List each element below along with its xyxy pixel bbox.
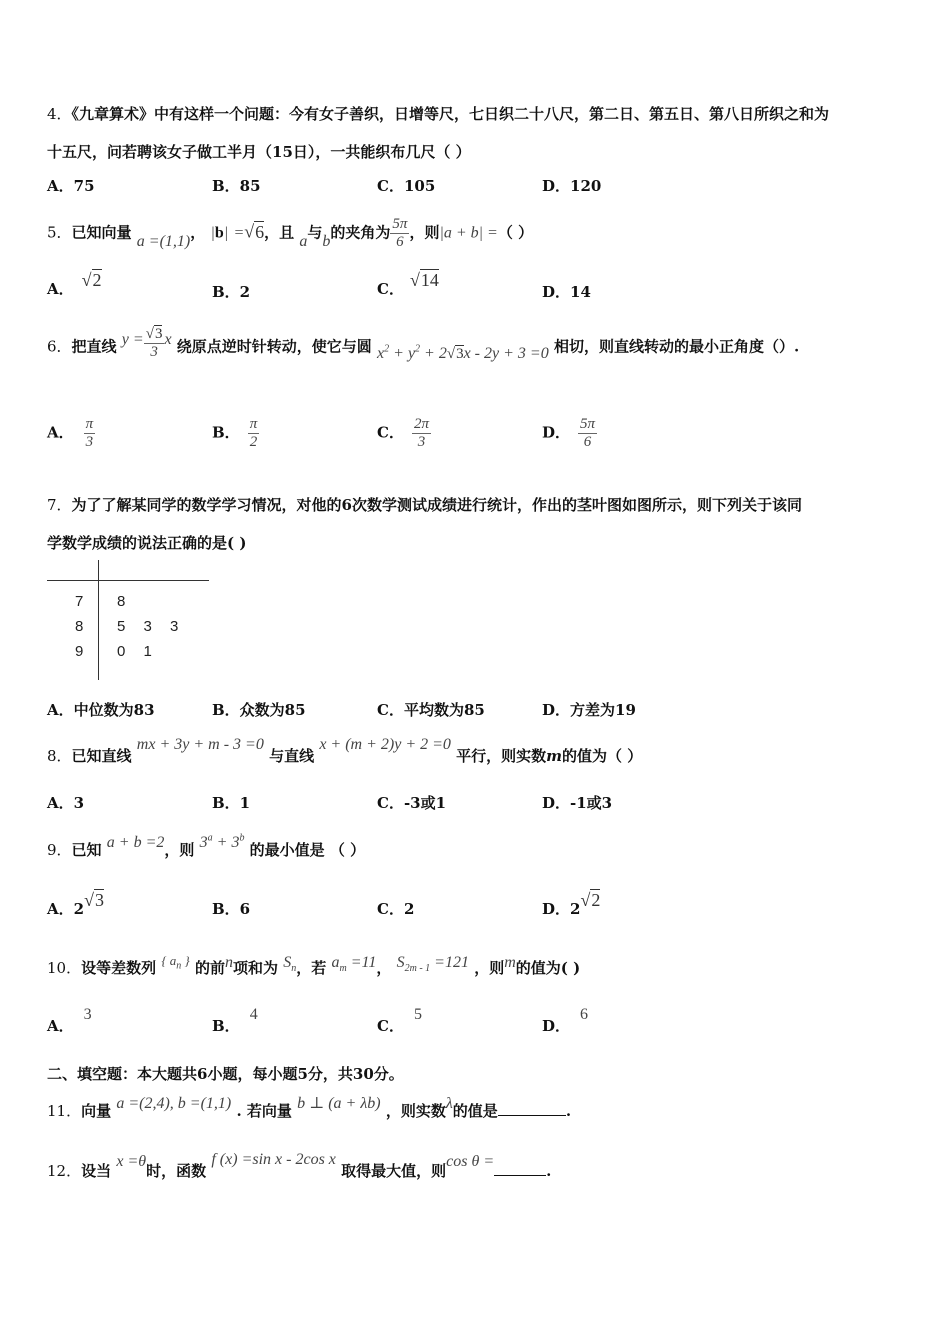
q5-sqrt6-value: 6 (255, 221, 265, 242)
q11-vectors: a =(2,4), b =(1,1) (116, 1095, 232, 1112)
q10-option-a-label: A． (47, 1017, 74, 1035)
q8-m: m (546, 747, 563, 765)
q9-option-a-label: A．2 (47, 900, 85, 918)
q9-option-a (47, 890, 104, 919)
q5-option-c-sqrt: √14 (409, 270, 439, 290)
q5-option-d: D．14 (542, 283, 591, 301)
q9-condition: a + b =2 (106, 834, 165, 851)
q6-option-b-label: B． (212, 423, 240, 442)
q7-option-b: B．众数为85 (212, 701, 306, 719)
q11-line (47, 1095, 572, 1121)
q8-line1-equation: mx + 3y + m - 3 =0 (136, 736, 264, 753)
q5-text-then: ，则 (409, 223, 440, 242)
q12-text-when: 时，函数 (146, 1162, 207, 1180)
stem-value: 8 (75, 618, 84, 635)
q10-option-b-value: 4 (249, 1006, 258, 1023)
q8-option-a: A．3 (47, 794, 85, 812)
q6-option-c-fraction (412, 416, 431, 451)
q10-option-d (542, 1006, 589, 1036)
q5-b: b (322, 232, 331, 250)
q10-s2: S (396, 954, 405, 971)
q4-option-a: A．75 (47, 177, 95, 195)
section-2-heading: 二、填空题：本大题共6小题，每小题5分，共30分。 (47, 1065, 404, 1083)
q6-text: 把直线 (71, 337, 117, 356)
q5-option-a-value: 2 (92, 270, 102, 290)
q5-paren: （ ） (497, 223, 534, 242)
q12-condition: x =θ (116, 1153, 147, 1170)
q10-option-b (212, 1006, 258, 1036)
q6-option-c-num: 2π (413, 416, 429, 432)
q6-option-b-fraction (248, 416, 260, 451)
q5-a: a (299, 232, 308, 250)
q6-slope-sqrt: √3 (145, 326, 163, 342)
q9-text: 已知 (71, 841, 102, 859)
q9-option-d (542, 890, 601, 919)
q7-line1 (47, 494, 802, 515)
q5-option-a (47, 270, 102, 299)
q5-comma: ， (190, 223, 206, 242)
q6-text-tangent: 相切，则直线转动的最小正角度（）. (553, 337, 800, 356)
q10-option-c (377, 1006, 422, 1036)
q10-am (331, 954, 377, 975)
q11-answer-blank[interactable] (498, 1115, 566, 1116)
q5-option-c-value: 14 (420, 270, 439, 290)
q6-option-a (47, 416, 95, 451)
q11-text: 向量 (81, 1102, 112, 1120)
stem-leaf-row (47, 643, 212, 665)
q5-text: 已知向量 (71, 223, 132, 242)
q9-base-b: + 3 (212, 834, 240, 851)
q9-exp-a: a (207, 832, 213, 844)
stem-value: 7 (75, 593, 84, 610)
q10-number: 10． (47, 959, 82, 977)
q10-text-first: 的前 (194, 959, 225, 977)
q8-text: 已知直线 (71, 747, 132, 765)
q6-slope-num (144, 326, 165, 344)
q10-option-d-label: D． (542, 1017, 571, 1035)
q10-n: n (225, 954, 233, 971)
q6-x: x (164, 330, 172, 348)
q8-option-b: B．1 (212, 794, 251, 812)
q11-number: 11． (47, 1102, 82, 1120)
q6-option-a-num: π (85, 416, 94, 432)
q10-sn (283, 954, 297, 975)
q8-text-parallel: 平行，则实数 (456, 747, 547, 765)
q4-option-d: D．120 (542, 177, 602, 195)
q6-circle-coef: + 2 (424, 344, 447, 362)
q9-base-a: 3 (199, 834, 208, 851)
q12-text: 设当 (81, 1162, 112, 1180)
q6-option-c-label: C． (377, 423, 404, 442)
q10-text: 设等差数列 (81, 959, 157, 977)
q9-option-a-value: 3 (94, 890, 104, 910)
q6-option-b (212, 416, 259, 451)
q9-exp-b: b (239, 832, 245, 844)
q5-text-angle: 的夹角为 (330, 223, 391, 242)
q5-text-and: ，且 (264, 223, 295, 242)
q11-lambda: λ (445, 1095, 453, 1112)
q6-slope-den: 3 (150, 344, 158, 360)
q6-circle-x: x (377, 344, 385, 362)
q10-s-sub: n (291, 963, 297, 975)
q7-option-a: A．中位数为83 (47, 701, 155, 719)
q11-condition: b ⊥ (a + λb) (297, 1095, 381, 1112)
q6-option-d-den: 6 (583, 434, 592, 450)
q4-number: 4． (47, 105, 72, 123)
q10-option-c-label: C． (377, 1017, 404, 1035)
q5-abs-left: | (210, 224, 215, 242)
q10-option-a-value: 3 (83, 1006, 92, 1023)
stem-leaf-plot (47, 560, 212, 682)
q6-option-c-den: 3 (417, 434, 426, 450)
q4-option-b: B．85 (212, 177, 261, 195)
q6-option-a-den: 3 (85, 434, 94, 450)
q10-am-value: =11 (350, 954, 377, 971)
q4-line2 (47, 141, 471, 162)
q4-line1 (47, 103, 829, 124)
q5-vector-b: b (214, 224, 224, 242)
q8-text-with: 与直线 (269, 747, 315, 765)
q9-option-d-value: 2 (591, 890, 601, 910)
q8-text-value: 的值为（ ） (562, 747, 643, 765)
leaf-values: 8 (117, 593, 126, 610)
q6-slope-num-value: 3 (154, 326, 163, 342)
stem-leaf-row (47, 618, 212, 640)
q6-slope-fraction (144, 326, 165, 361)
q4-text-b: 十五尺，问若聘该女子做工半月（15日），一共能织布几尺（ ） (47, 143, 471, 161)
q8-number: 8． (47, 747, 72, 765)
q8-option-c: C．-3或1 (377, 794, 447, 812)
q5-abs-right: | (223, 224, 229, 242)
q11-text-real: ，则实数 (385, 1102, 446, 1120)
q6-circle-rest: x - 2y + 3 =0 (463, 344, 549, 362)
q9-expression (200, 834, 245, 851)
q12-cos-theta: cos θ = (446, 1153, 495, 1170)
q9-option-c: C．2 (377, 900, 415, 918)
q12-line (47, 1151, 552, 1181)
q10-seq-a: a (169, 953, 177, 968)
q10-s2-value: =121 (434, 954, 469, 971)
q5-vector-a: a =(1,1) (136, 232, 191, 250)
q9-option-a-sqrt: √3 (84, 890, 104, 910)
q6-option-a-label: A． (47, 423, 74, 442)
q5-equals: = (233, 224, 245, 242)
leaf-values: 5 3 3 (117, 618, 179, 635)
q6-option-a-fraction (84, 416, 96, 451)
stem-leaf-horizontal-rule (47, 580, 209, 581)
q6-line (47, 326, 800, 365)
q10-text-if: ，若 (296, 959, 327, 977)
q10-text-sum: 项和为 (233, 959, 279, 977)
q6-option-d (542, 416, 597, 451)
q10-seq-sub: n (176, 960, 182, 972)
q9-text-then: ，则 (164, 841, 195, 859)
q6-number: 6． (47, 337, 72, 356)
q10-option-d-value: 6 (580, 1006, 589, 1023)
q12-number: 12． (47, 1162, 82, 1180)
q9-text-min: 的最小值是 （ ） (249, 841, 366, 859)
q10-option-c-value: 5 (413, 1006, 422, 1023)
q10-option-b-label: B． (212, 1017, 240, 1035)
q8-line (47, 736, 643, 766)
q7-number: 7． (47, 496, 72, 514)
q5-number: 5． (47, 223, 72, 242)
q5-abs-sum: |a + b| = (439, 224, 498, 242)
stem-leaf-row (47, 593, 212, 615)
q7-line2 (47, 532, 246, 553)
q10-option-a (47, 1006, 92, 1036)
q6-option-c (377, 416, 431, 451)
q7-text-a: 为了了解某同学的数学学习情况，对他的6次数学测试成绩进行统计，作出的茎叶图如图所示，则下列关于该同 (71, 496, 802, 514)
q6-circle-y: + y (393, 344, 416, 362)
q10-text-value: 的值为( ) (515, 959, 581, 977)
q5-option-c (377, 270, 439, 299)
q10-m: m (504, 954, 516, 971)
q12-period: . (546, 1162, 552, 1180)
q11-text-if: . 若向量 (236, 1102, 292, 1120)
q5-angle-num: 5π (392, 216, 408, 232)
q6-option-d-num: 5π (580, 416, 596, 432)
q7-text-b: 学数学成绩的说法正确的是( ) (47, 534, 247, 552)
q8-line2-equation: x + (m + 2)y + 2 =0 (319, 736, 451, 753)
q6-circle-sqrt-value: 3 (456, 345, 464, 362)
q10-text-then: ，则 (474, 959, 505, 977)
q10-am-sub: m (339, 963, 347, 975)
q5-sqrt6: √6 (244, 221, 265, 242)
q7-option-c: C．平均数为85 (377, 701, 485, 719)
q6-option-d-fraction (578, 416, 597, 451)
q9-number: 9． (47, 841, 72, 859)
q6-text-rotate: 绕原点逆时针转动，使它与圆 (176, 337, 372, 356)
q5-text-with: 与 (307, 223, 323, 242)
q11-text-value: 的值是 (452, 1102, 498, 1120)
q6-y-equals: y = (121, 330, 144, 348)
q6-circle-equation: $x^2 + y^2 + 2√3x - 2y + 3 =0$ (377, 343, 549, 362)
q5-angle-den: 6 (396, 234, 404, 250)
q8-option-d: D．-1或3 (542, 794, 613, 812)
q9-option-b: B．6 (212, 900, 251, 918)
q10-comma: ， (376, 959, 392, 977)
leaf-values: 0 1 (117, 643, 152, 660)
q5-option-a-label: A． (47, 280, 74, 298)
q9-option-d-sqrt: √2 (580, 890, 601, 910)
q12-text-max: 取得最大值，则 (341, 1162, 447, 1180)
q10-s: S (283, 954, 292, 971)
q6-option-b-num: π (249, 416, 258, 432)
q6-circle-sqrt: √3 (446, 345, 464, 362)
q4-text-a: 《九章算术》中有这样一个问题：今有女子善织，日增等尺，七日织二十八尺，第二日、第五日、第八日所织之和为 (71, 105, 830, 123)
q5-option-b: B．2 (212, 283, 251, 301)
q9-option-d-label: D．2 (542, 900, 581, 918)
q7-option-d: D．方差为19 (542, 701, 636, 719)
q10-s2m (396, 954, 469, 975)
q10-s2-sub: 2m - 1 (404, 963, 431, 975)
q12-answer-blank[interactable] (494, 1175, 546, 1176)
q5-angle-fraction (390, 216, 409, 251)
q10-sequence: { $a_n$ } (161, 953, 190, 972)
stem-value: 9 (75, 643, 84, 660)
q5-option-a-sqrt: √2 (81, 270, 102, 290)
q5-line (47, 216, 533, 251)
q11-period: . (565, 1102, 572, 1120)
q4-option-c: C．105 (377, 177, 436, 195)
q10-line (47, 953, 581, 980)
q6-option-b-den: 2 (249, 434, 258, 450)
q9-line (47, 832, 366, 860)
q10-am-a: a (331, 954, 340, 971)
q6-option-d-label: D． (542, 423, 571, 442)
q12-function: f (x) =sin x - 2cos x (211, 1151, 336, 1168)
q5-option-c-label: C． (377, 280, 404, 298)
